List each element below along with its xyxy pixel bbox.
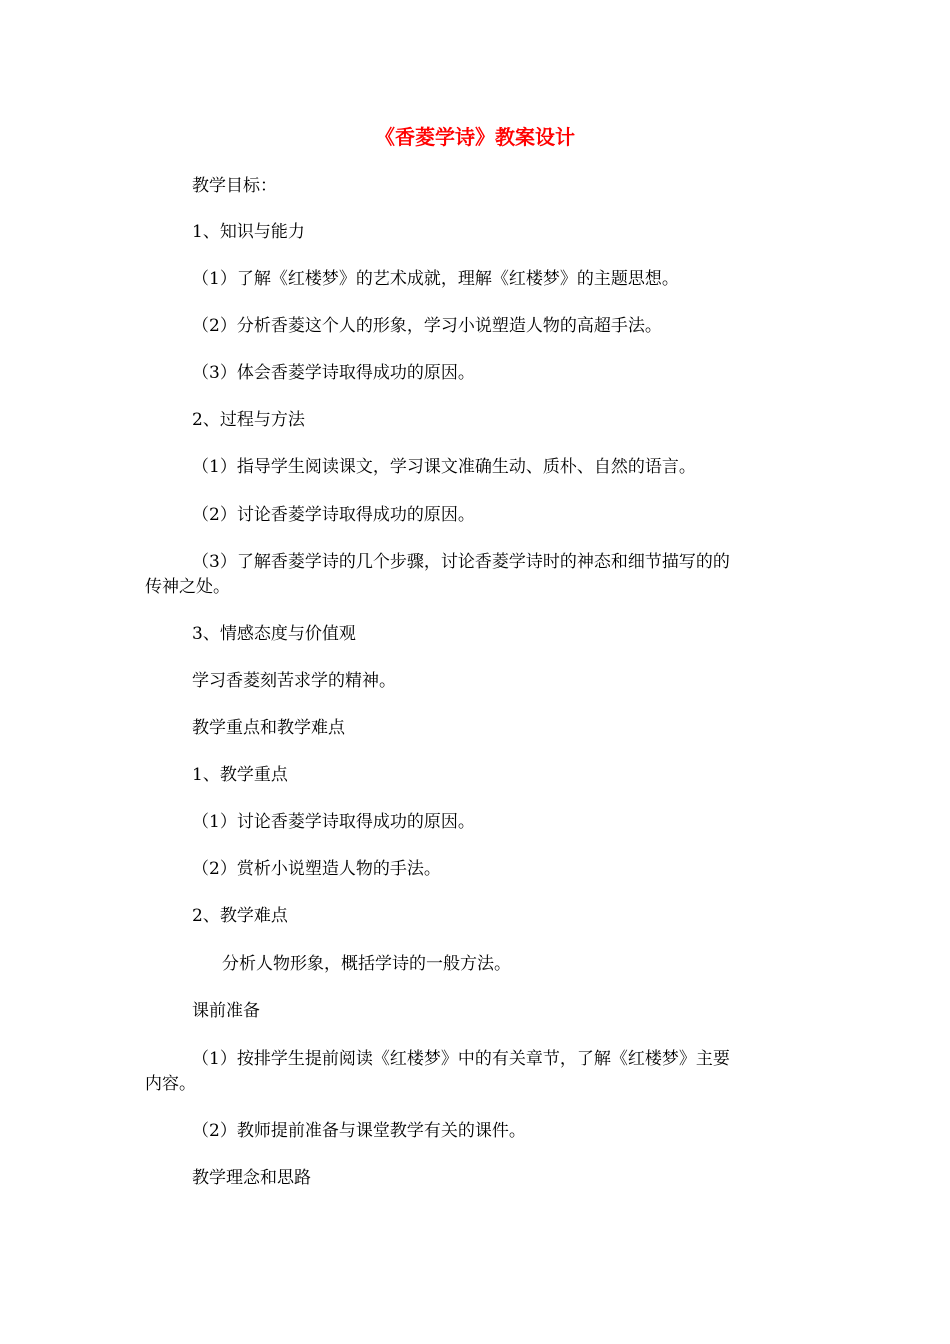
subheading-knowledge-ability: 1、知识与能力 [192,222,305,242]
document-title: 《香菱学诗》教案设计 [375,125,575,149]
paragraph: （2）讨论香菱学诗取得成功的原因。 [192,505,475,525]
paragraph: （1）讨论香菱学诗取得成功的原因。 [192,812,475,832]
paragraph: （2）分析香菱这个人的形象，学习小说塑造人物的高超手法。 [192,316,662,336]
subheading-key-point: 1、教学重点 [192,765,288,785]
paragraph: （3）了解香菱学诗的几个步骤，讨论香菱学诗时的神态和细节描写的的 [192,552,730,572]
paragraph: （3）体会香菱学诗取得成功的原因。 [192,363,475,383]
section-heading-key-points: 教学重点和教学难点 [192,718,345,738]
paragraph: 学习香菱刻苦求学的精神。 [192,671,396,691]
subheading-difficulty: 2、教学难点 [192,906,288,926]
paragraph-continuation: 内容。 [145,1074,196,1094]
paragraph: （1）按排学生提前阅读《红楼梦》中的有关章节，了解《红楼梦》主要 [192,1049,730,1069]
paragraph: （2）教师提前准备与课堂教学有关的课件。 [192,1121,526,1141]
subheading-process-method: 2、过程与方法 [192,410,305,430]
section-heading-teaching-concept: 教学理念和思路 [192,1168,311,1188]
paragraph: （1）了解《红楼梦》的艺术成就，理解《红楼梦》的主题思想。 [192,269,679,289]
subheading-emotion-values: 3、情感态度与价值观 [192,624,356,644]
section-heading-preparation: 课前准备 [192,1001,260,1021]
section-heading-objectives: 教学目标： [192,176,277,196]
paragraph: （2）赏析小说塑造人物的手法。 [192,859,441,879]
paragraph: （1）指导学生阅读课文，学习课文准确生动、质朴、自然的语言。 [192,457,696,477]
paragraph: 分析人物形象，概括学诗的一般方法。 [222,954,511,974]
paragraph-continuation: 传神之处。 [145,577,230,597]
